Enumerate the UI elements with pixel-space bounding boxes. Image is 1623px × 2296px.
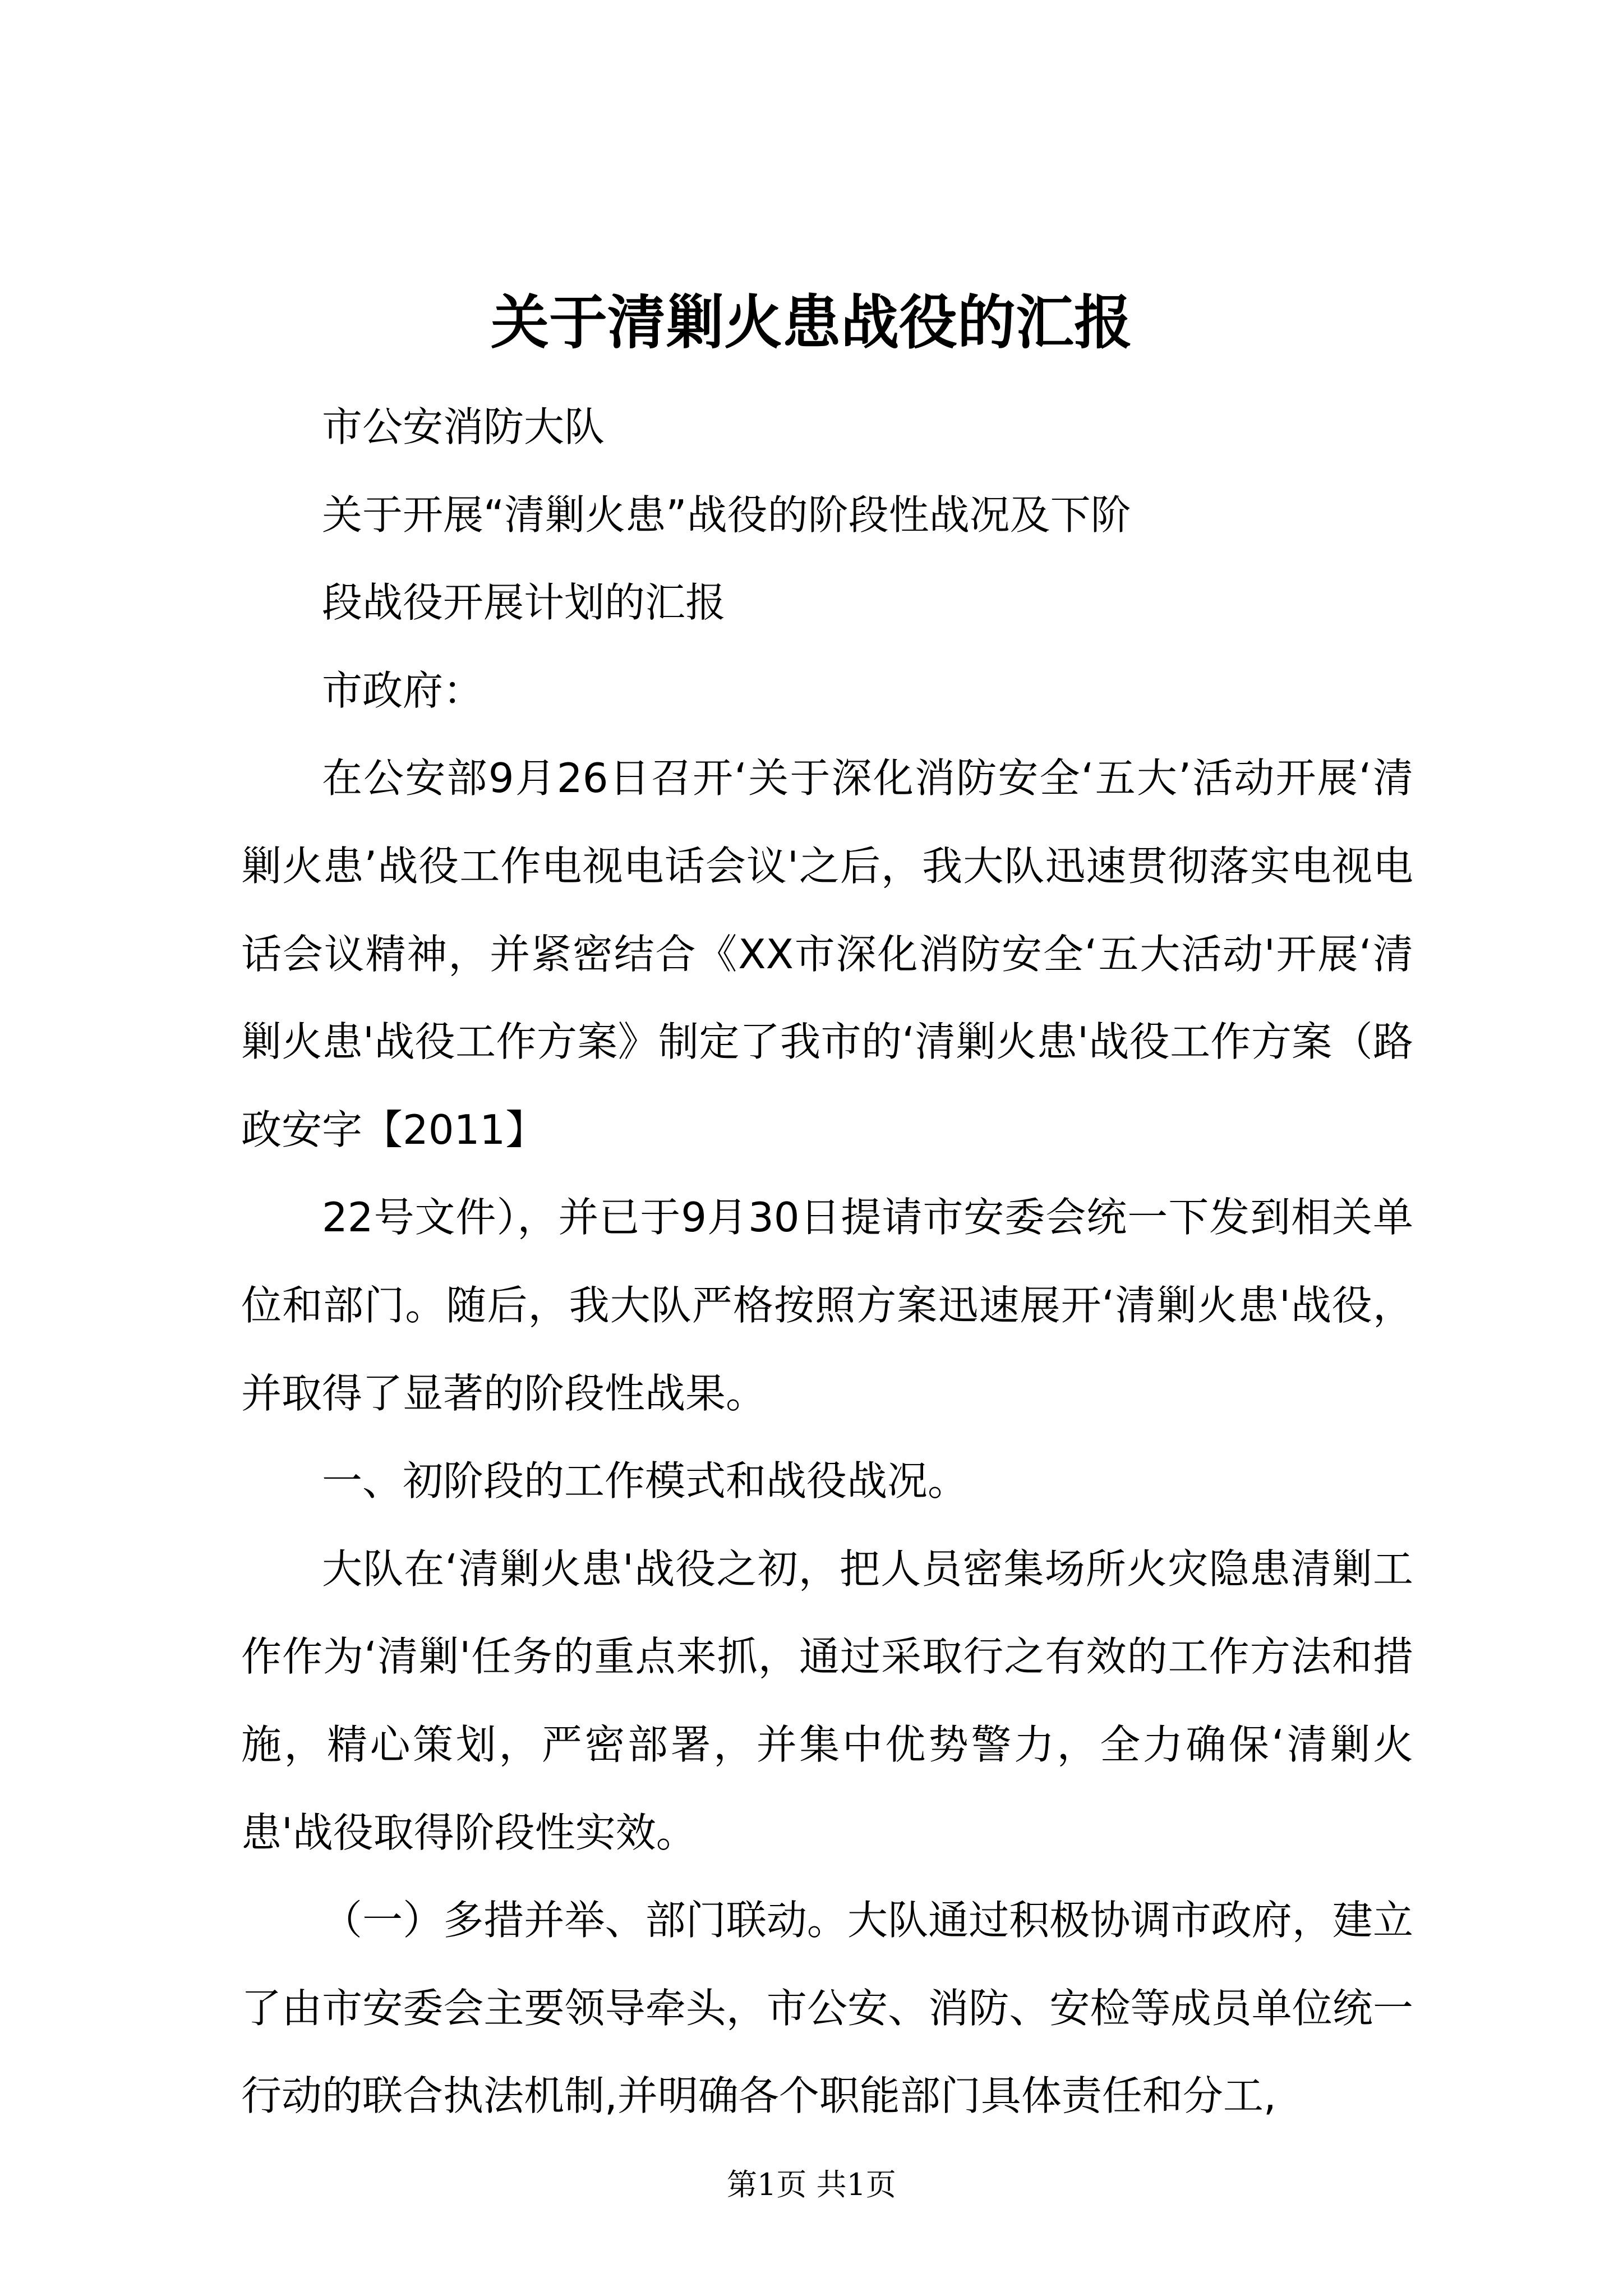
paragraph-intro: 在公安部9月26日召开‘关于深化消防安全‘五大’活动开展‘清剿火患’战役工作电视电话会议'之后，我大队迅速贯彻落实电视电话会议精神，并紧密结合《XX市深化消防安全‘五大活动'开展‘清剿火患'战役工作方案》制定了我市的‘清剿火患'战役工作方案（路政安字【2011】 [241,754,1413,1153]
paragraph-section-heading: 一、初阶段的工作模式和战役战况。 [322,1457,969,1505]
paragraph-subject-line-1: 关于开展“清剿火患”战役的阶段性战况及下阶 [322,491,1131,539]
document-body [241,383,1413,2140]
paragraph-subject-line-2: 段战役开展计划的汇报 [322,579,726,627]
page-footer: 第1页 共1页 [727,2167,896,2202]
paragraph-subsection-one: （一）多措并举、部门联动。大队通过积极协调市政府，建立了由市安委会主要领导牵头，市公安、消防、安检等成员单位统一行动的联合执法机制,并明确各个职能部门具体责任和分工, [241,1897,1413,2120]
paragraph-addressee: 市政府： [322,666,484,714]
paragraph-section-body: 大队在‘清剿火患'战役之初，把人员密集场所火灾隐患清剿工作作为‘清剿'任务的重点来抓，通过采取行之有效的工作方法和措施，精心策划，严密部署，并集中优势警力，全力确保‘清剿火患'战役取得阶段性实效。 [241,1545,1413,1856]
paragraph-issuer: 市公安消防大队 [322,403,605,450]
paragraph-document-number: 22号文件），并已于9月30日提请市安委会统一下发到相关单位和部门。随后，我大队严格按照方案迅速展开‘清剿火患'战役，并取得了显著的阶段性战果。 [241,1194,1413,1417]
document-title: 关于清剿火患战役的汇报 [490,288,1132,357]
